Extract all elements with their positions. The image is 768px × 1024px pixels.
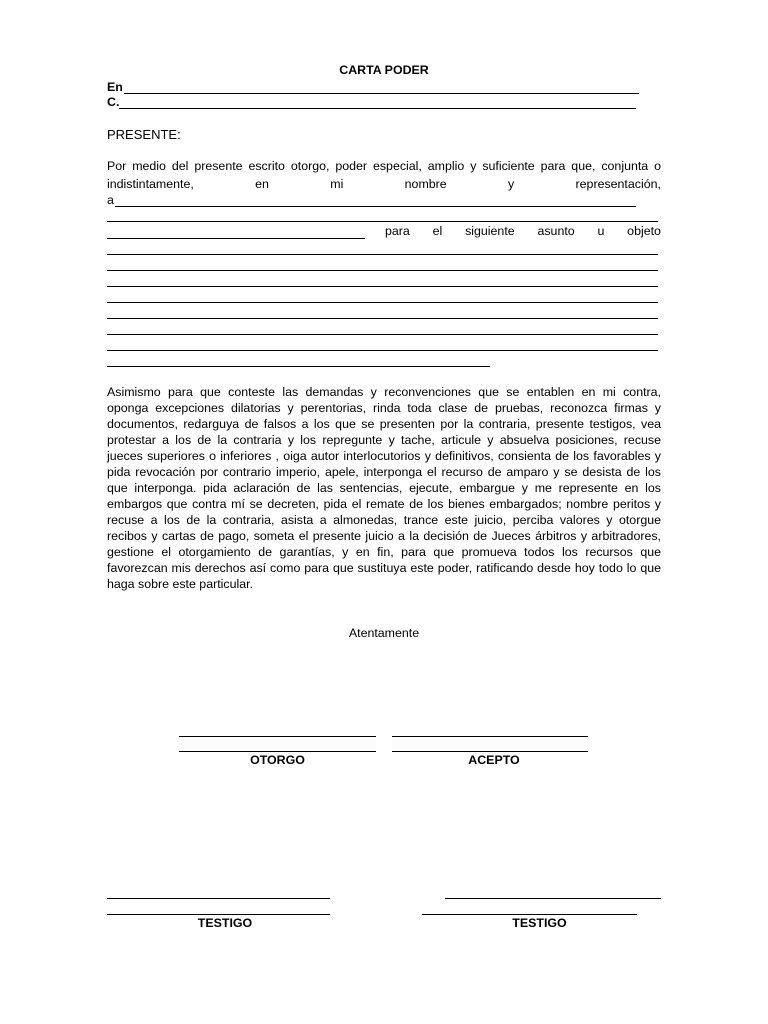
- body-line: gestione el otorgamiento de garantías, y en fin, para que promueva todos los recursos que: [107, 545, 661, 559]
- c-label: C.: [107, 95, 120, 109]
- intro-word: y: [508, 177, 515, 191]
- acepto-signature-line: [392, 751, 588, 752]
- otorgo-signature-line: [179, 751, 376, 752]
- subject-word: para: [385, 224, 410, 238]
- intro-word: nombre: [404, 177, 447, 191]
- body-line: protestar a los de la contraria y los repregunte y tache, articule y absuelva posiciones, recuse: [107, 433, 661, 447]
- acepto-label: ACEPTO: [468, 753, 520, 767]
- body-line: pida revocación por contrario imperio, apele, interponga el recurso de amparo y se desista de los: [107, 465, 661, 479]
- witness-right-signature-line: [445, 898, 661, 899]
- closing: Atentamente: [348, 626, 420, 640]
- body-line: embargos que contra mí se decreten, pida el remate de los bienes embargados; nombre peritos y: [107, 497, 661, 511]
- otorgo-signature-line: [179, 736, 376, 737]
- witness-left-signature-line: [107, 898, 330, 899]
- intro-word: indistintamente,: [107, 177, 194, 191]
- salutation: PRESENTE:: [107, 127, 181, 142]
- subject-word: u: [597, 224, 605, 238]
- acepto-signature-line: [392, 736, 588, 737]
- subject-word: objeto: [627, 224, 661, 238]
- blank-line: [107, 254, 658, 255]
- body-line: jueces superiores o inferiores , oiga autor interlocutorios y definitivos, consienta de los favorables y: [107, 449, 661, 463]
- intro-word: en: [255, 177, 269, 191]
- witness-right-signature-line: [422, 914, 637, 915]
- blank-line: [115, 206, 636, 207]
- document-title: CARTA PODER: [339, 63, 429, 77]
- blank-line: [107, 270, 658, 271]
- witness-left-signature-line: [107, 914, 330, 915]
- intro-word: mi: [330, 177, 344, 191]
- powers-paragraph: [107, 384, 661, 592]
- intro-line-1: Por medio del presente escrito otorgo, poder especial, amplio y suficiente para que, conjunta o: [107, 159, 661, 173]
- subject-word: siguiente: [465, 224, 515, 238]
- body-line: recibos y cartas de pago, someta el presente juicio a la decisión de Jueces árbitros y arbitradores,: [107, 529, 661, 543]
- blank-line: [107, 302, 658, 303]
- blank-line: [107, 221, 658, 222]
- body-line: que interponga. pida aclaración de las sentencias, ejecute, embargue y me represente en los: [107, 481, 661, 495]
- intro-line-3-prefix: a: [107, 193, 114, 207]
- en-label: En: [107, 80, 123, 94]
- subject-word: el: [432, 224, 443, 238]
- body-line: recuse a los de la contraria, asista a almonedas, trance este juicio, perciba valores y otorgue: [107, 513, 661, 527]
- witness-left-label: TESTIGO: [197, 916, 253, 930]
- body-line: documentos, redarguya de falsos a los que se presenten por la contraria, presente testigos, vea: [107, 417, 661, 431]
- blank-line: [107, 286, 658, 287]
- body-line: haga sobre este particular.: [107, 577, 254, 591]
- intro-word: representación,: [575, 177, 661, 191]
- intro-line-2: [107, 177, 661, 191]
- c-blank-line: [119, 108, 636, 109]
- subject-word: asunto: [537, 224, 575, 238]
- blank-line: [107, 318, 658, 319]
- body-line: oponga excepciones dilatorias y perentorias, rinda toda clase de pruebas, reconozca firmas y: [107, 401, 661, 415]
- witness-right-label: TESTIGO: [512, 916, 567, 930]
- blank-line: [107, 366, 490, 367]
- otorgo-label: OTORGO: [250, 753, 305, 767]
- blank-line: [107, 350, 658, 351]
- body-line: favorezcan mis derechos así como para que sustituya este poder, ratificando desde hoy todo lo que: [107, 561, 661, 575]
- blank-line: [107, 334, 658, 335]
- subject-line: [385, 224, 661, 238]
- en-blank-line: [124, 93, 639, 94]
- body-line: Asimismo para que conteste las demandas y reconvenciones que se entablen en mi contra,: [107, 385, 661, 399]
- blank-line: [107, 238, 365, 239]
